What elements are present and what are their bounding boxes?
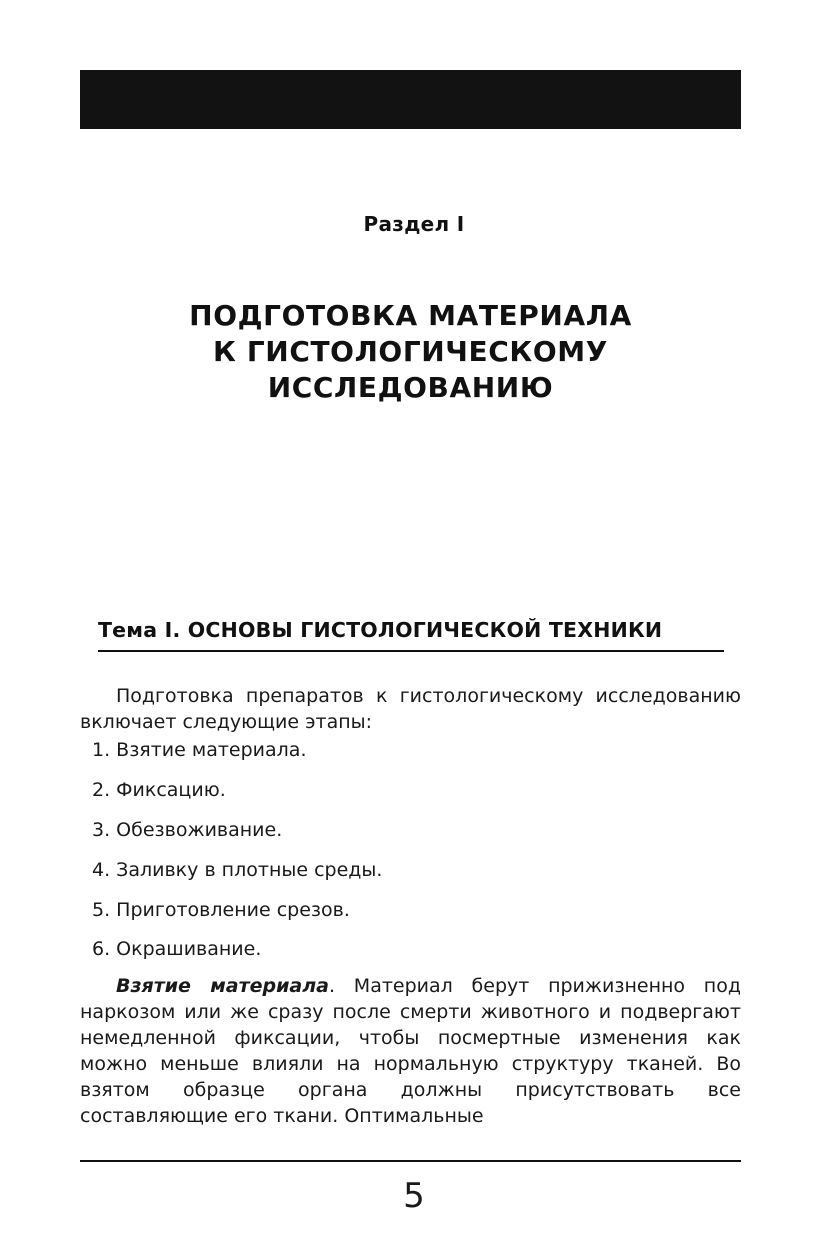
intro-paragraph: Подготовка препаратов к гистологическому исследованию включает следующие этапы: [80, 685, 741, 733]
footer-rule [80, 1160, 741, 1162]
section-title-line: ПОДГОТОВКА МАТЕРИАЛА [189, 299, 632, 332]
section-title-line: ИССЛЕДОВАНИЮ [267, 371, 554, 404]
topic-heading-underline [98, 650, 724, 652]
paragraph-text: . Материал берут прижизненно под наркозом или же сразу после смерти животного и подвергают немедленной фиксации, чтобы посмертные изменения как можно меньше влияли на нормальную структуру тканей. Во взятом образце органа должны присутствовать все составляющие его ткани. Оптимальные [80, 975, 741, 1127]
section-title-line: К ГИСТОЛОГИЧЕСКОМУ [213, 335, 608, 368]
list-item: 2. Фиксацию. [92, 779, 226, 801]
page-number: 5 [403, 1176, 425, 1216]
topic-heading: Тема I. ОСНОВЫ ГИСТОЛОГИЧЕСКОЙ ТЕХНИКИ [98, 618, 663, 642]
section-title [80, 298, 741, 406]
header-bar [80, 70, 741, 129]
list-item: 5. Приготовление срезов. [92, 899, 350, 921]
list-item: 4. Заливку в плотные среды. [92, 859, 383, 881]
list-item: 3. Обезвоживание. [92, 819, 283, 841]
section-label: Раздел I [363, 212, 465, 236]
list-item: 1. Взятие материала. [92, 739, 307, 761]
paragraph-lead-term: Взятие материала [116, 975, 329, 997]
list-item: 6. Окрашивание. [92, 938, 262, 960]
body-paragraph [80, 973, 741, 1129]
